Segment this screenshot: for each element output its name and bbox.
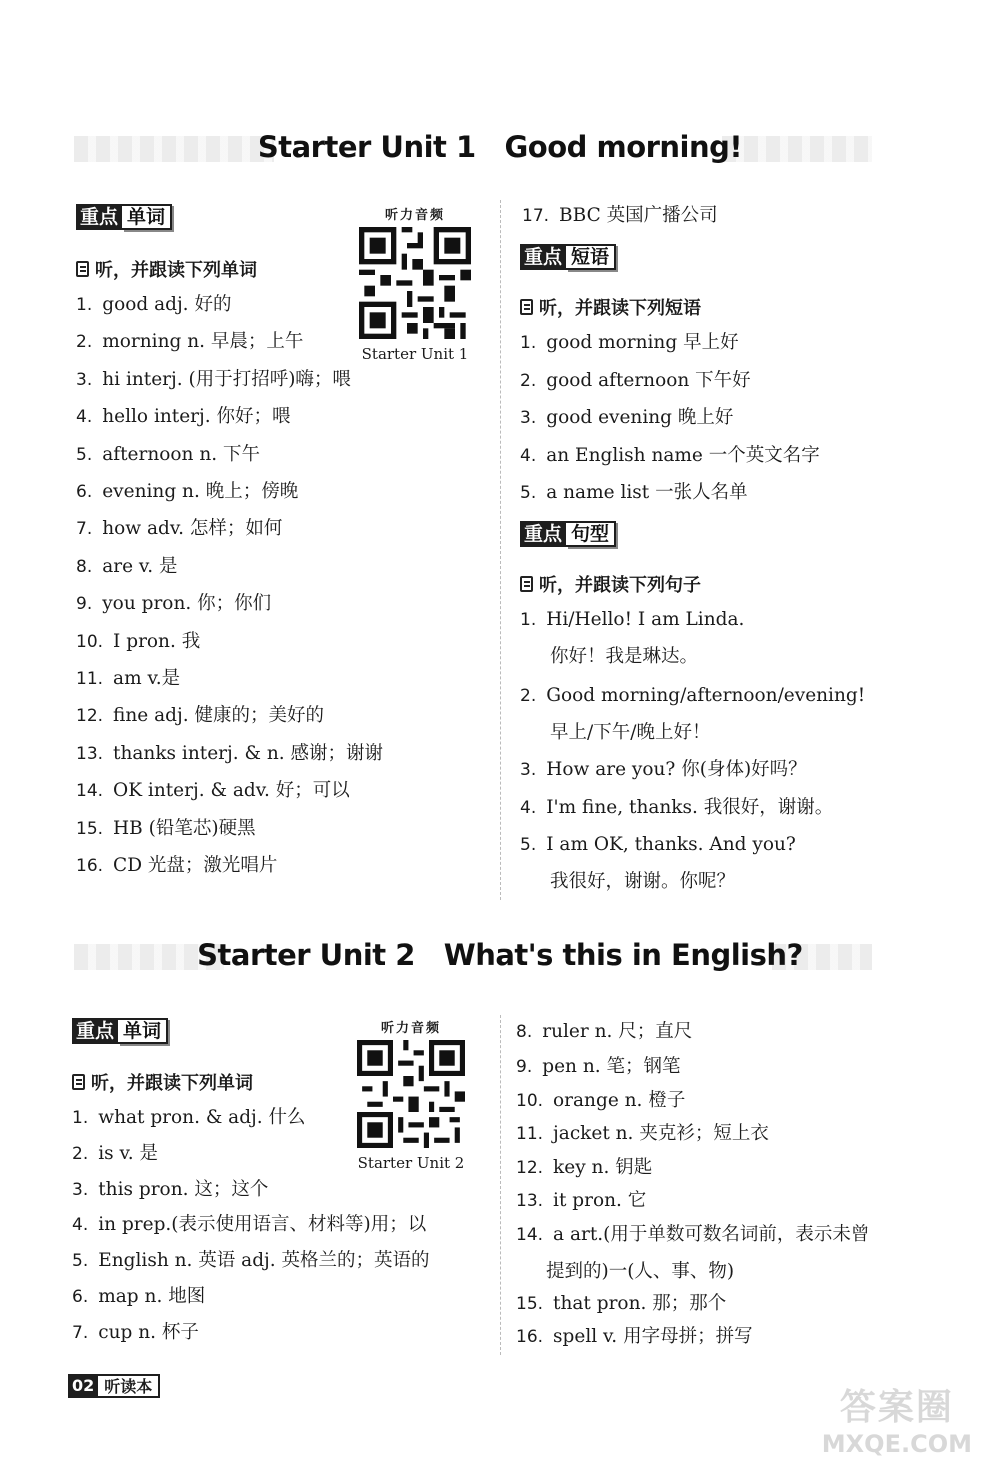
unit1-words-instruction (76, 256, 257, 282)
book-label: 听读本 (98, 1374, 160, 1398)
unit2-qr[interactable] (351, 1017, 471, 1172)
list-item (76, 704, 324, 728)
unit1-phrases-badge (520, 244, 616, 270)
item-number: 5. (76, 444, 93, 465)
list-item (76, 592, 271, 616)
item-number: 17. (522, 206, 550, 226)
item-text: that pron. 那；那个 (553, 1293, 727, 1314)
list-item (520, 406, 733, 430)
item-number: 1. (72, 1108, 89, 1128)
qr-caption: 听力音频 (380, 1021, 441, 1036)
item-number: 4. (76, 407, 93, 428)
item-number: 5. (72, 1251, 89, 1272)
unit1-phrases-instruction (520, 294, 701, 320)
item-text: an English name 一个英文名字 (546, 444, 820, 466)
unit1-words-badge (76, 204, 172, 230)
listen-doc-icon (72, 1074, 85, 1090)
item-number: 14. (76, 781, 104, 802)
item-text: are v. 是 (102, 555, 178, 577)
list-item (520, 444, 820, 468)
item-number: 3. (520, 760, 537, 780)
item-text: what pron. & adj. 什么 (98, 1107, 306, 1128)
instruction-text: 听，并跟读下列单词 (91, 1073, 253, 1094)
item-text: I'm fine, thanks. 我很好，谢谢。 (546, 797, 834, 818)
item-text: Hi/Hello! I am Linda. (546, 609, 745, 630)
item-number: 13. (516, 1191, 544, 1211)
item-text: this pron. 这；这个 (98, 1178, 269, 1200)
item-number: 9. (516, 1057, 533, 1077)
list-item-continuation: 我很好，谢谢。你呢？ (550, 871, 736, 892)
badge-key: 重点 (520, 521, 566, 547)
listen-doc-icon (76, 261, 89, 277)
list-item (516, 1156, 652, 1180)
list-item (76, 854, 277, 878)
item-number: 7. (76, 519, 93, 540)
item-number: 13. (76, 743, 104, 764)
item-number: 9. (76, 594, 93, 615)
unit1-sentences-instruction (520, 571, 701, 597)
list-item (76, 779, 350, 803)
item-number: 12. (516, 1158, 544, 1178)
item-text: pen n. 笔；钢笔 (542, 1056, 681, 1077)
item-text: in prep.(表示使用语言、材料等)用；以 (98, 1214, 427, 1236)
item-text: thanks interj. & n. 感谢；谢谢 (113, 742, 384, 764)
unit1-title: Starter Unit 1 Good morning! (257, 130, 743, 164)
item-number: 3. (520, 408, 537, 428)
item-number: 1. (76, 295, 93, 315)
unit1-qr[interactable] (355, 204, 475, 363)
list-item (516, 1122, 769, 1146)
unit1-sentences-badge (520, 521, 616, 547)
item-number: 16. (516, 1327, 544, 1347)
item-text: fine adj. 健康的；美好的 (113, 705, 324, 727)
item-number: 5. (520, 835, 537, 855)
unit2-title: Starter Unit 2 What's this in English? (197, 938, 803, 972)
item-text: good afternoon 下午好 (546, 369, 751, 391)
badge-key: 重点 (72, 1018, 118, 1044)
qr-unit-label: Starter Unit 1 (361, 345, 469, 363)
item-number: 1. (520, 610, 537, 630)
item-text: OK interj. & adv. 好；可以 (113, 780, 350, 802)
list-item (76, 480, 298, 504)
item-text: spell v. 用字母拼；拼写 (553, 1326, 753, 1347)
list-item (520, 684, 865, 708)
item-number: 2. (72, 1143, 89, 1164)
item-text: morning n. 早晨；上午 (102, 331, 304, 353)
item-text: I am OK, thanks. And you? (546, 834, 796, 855)
list-item (522, 204, 718, 228)
list-item (72, 1106, 306, 1130)
item-number: 6. (72, 1287, 89, 1307)
badge-label: 单词 (122, 204, 172, 230)
item-text: map n. 地图 (98, 1286, 206, 1307)
item-number: 2. (520, 370, 537, 391)
badge-label: 单词 (118, 1018, 168, 1044)
item-text: good adj. 好的 (102, 294, 232, 315)
unit2-words-instruction (72, 1069, 253, 1095)
item-number: 16. (76, 856, 104, 876)
list-item-continuation: 提到的)一(人、事、物) (546, 1261, 735, 1282)
list-item (520, 758, 807, 782)
item-number: 2. (520, 686, 537, 706)
list-item (76, 405, 291, 429)
item-number: 4. (520, 798, 537, 818)
list-item (76, 555, 177, 579)
unit2-words-badge (72, 1018, 168, 1044)
column-divider (500, 1015, 501, 1355)
page-footer (68, 1374, 160, 1398)
item-number: 1. (520, 333, 537, 353)
watermark-line1: 答案圈 (839, 1387, 954, 1428)
list-item (520, 833, 796, 857)
list-item (520, 369, 751, 393)
list-item (76, 630, 200, 654)
item-number: 8. (76, 556, 93, 577)
list-item (520, 331, 739, 355)
item-number: 3. (76, 369, 93, 390)
item-number: 10. (76, 631, 104, 652)
list-item (76, 368, 351, 392)
item-number: 7. (72, 1322, 89, 1343)
list-item (72, 1249, 430, 1273)
item-text: English n. 英语 adj. 英格兰的；英语的 (98, 1250, 430, 1272)
list-item (520, 608, 744, 632)
item-text: hi interj. (用于打招呼)嗨；喂 (102, 368, 351, 390)
item-number: 4. (520, 445, 537, 466)
item-text: is v. 是 (98, 1142, 159, 1164)
badge-key: 重点 (520, 244, 566, 270)
item-number: 2. (76, 332, 93, 353)
instruction-text: 听，并跟读下列句子 (539, 575, 701, 596)
item-text: CD 光盘；激光唱片 (113, 855, 278, 876)
list-item (76, 330, 303, 354)
item-number: 11. (76, 669, 104, 689)
item-number: 4. (72, 1215, 89, 1236)
instruction-text: 听，并跟读下列单词 (95, 260, 257, 281)
item-text: afternoon n. 下午 (102, 443, 260, 465)
item-number: 10. (516, 1091, 544, 1111)
instruction-text: 听，并跟读下列短语 (539, 298, 701, 319)
page-number: 02 (68, 1374, 98, 1398)
item-text: cup n. 杯子 (98, 1321, 199, 1343)
list-item-continuation: 你好！我是琳达。 (550, 646, 699, 667)
item-text: am v.是 (113, 668, 181, 689)
item-text: HB (铅笔芯)硬黑 (113, 817, 256, 839)
item-text: I pron. 我 (113, 630, 201, 652)
list-item-continuation: 早上/下午/晚上好！ (550, 722, 711, 743)
list-item (72, 1321, 199, 1345)
list-item (516, 1223, 869, 1247)
item-number: 12. (76, 706, 104, 727)
list-item (520, 481, 748, 505)
column-divider (500, 200, 501, 900)
item-text: How are you? 你(身体)好吗？ (546, 759, 807, 780)
item-text: Good morning/afternoon/evening! (546, 685, 866, 706)
qr-code-icon[interactable] (359, 227, 471, 339)
item-text: a art.(用于单数可数名词前，表示未曾 (553, 1224, 870, 1245)
item-text: you pron. 你；你们 (102, 593, 272, 615)
list-item (516, 1089, 685, 1113)
item-text: evening n. 晚上；傍晚 (102, 481, 299, 502)
listen-doc-icon (520, 299, 533, 315)
list-item (76, 443, 260, 467)
item-number: 3. (72, 1179, 89, 1200)
list-item (72, 1213, 426, 1237)
badge-label: 句型 (566, 521, 616, 547)
item-number: 5. (520, 483, 537, 503)
qr-caption: 听力音频 (384, 208, 445, 223)
list-item (516, 1292, 726, 1316)
item-text: orange n. 橙子 (553, 1090, 686, 1111)
badge-key: 重点 (76, 204, 122, 230)
list-item (516, 1189, 646, 1213)
list-item (76, 293, 231, 317)
item-text: ruler n. 尺；直尺 (542, 1021, 693, 1042)
item-number: 11. (516, 1124, 544, 1144)
watermark-line2: MXQE.COM (821, 1430, 972, 1458)
item-text: good evening 晚上好 (546, 407, 734, 428)
list-item (72, 1285, 205, 1309)
qr-unit-label: Starter Unit 2 (357, 1154, 465, 1172)
item-number: 15. (516, 1294, 544, 1314)
badge-label: 短语 (566, 244, 616, 270)
item-text: it pron. 它 (553, 1190, 647, 1211)
item-number: 15. (76, 818, 104, 839)
item-text: BBC 英国广播公司 (559, 205, 718, 226)
item-text: how adv. 怎样；如何 (102, 518, 283, 540)
list-item (516, 1325, 753, 1349)
qr-code-icon[interactable] (357, 1040, 465, 1148)
list-item (76, 742, 383, 766)
watermark-logo (822, 1379, 972, 1458)
item-text: jacket n. 夹克衫；短上衣 (553, 1123, 769, 1144)
list-item (76, 667, 180, 691)
listen-doc-icon (520, 576, 533, 592)
list-item (520, 796, 833, 820)
item-number: 6. (76, 482, 93, 502)
item-text: good morning 早上好 (546, 332, 739, 353)
item-text: a name list 一张人名单 (546, 482, 748, 503)
item-number: 8. (516, 1022, 533, 1042)
list-item (76, 517, 282, 541)
item-number: 14. (516, 1225, 544, 1245)
item-text: hello interj. 你好；喂 (102, 406, 291, 428)
list-item (72, 1178, 268, 1202)
list-item (72, 1142, 158, 1166)
item-text: key n. 钥匙 (553, 1157, 653, 1178)
list-item (76, 817, 256, 841)
list-item (516, 1020, 692, 1044)
list-item (516, 1055, 681, 1079)
